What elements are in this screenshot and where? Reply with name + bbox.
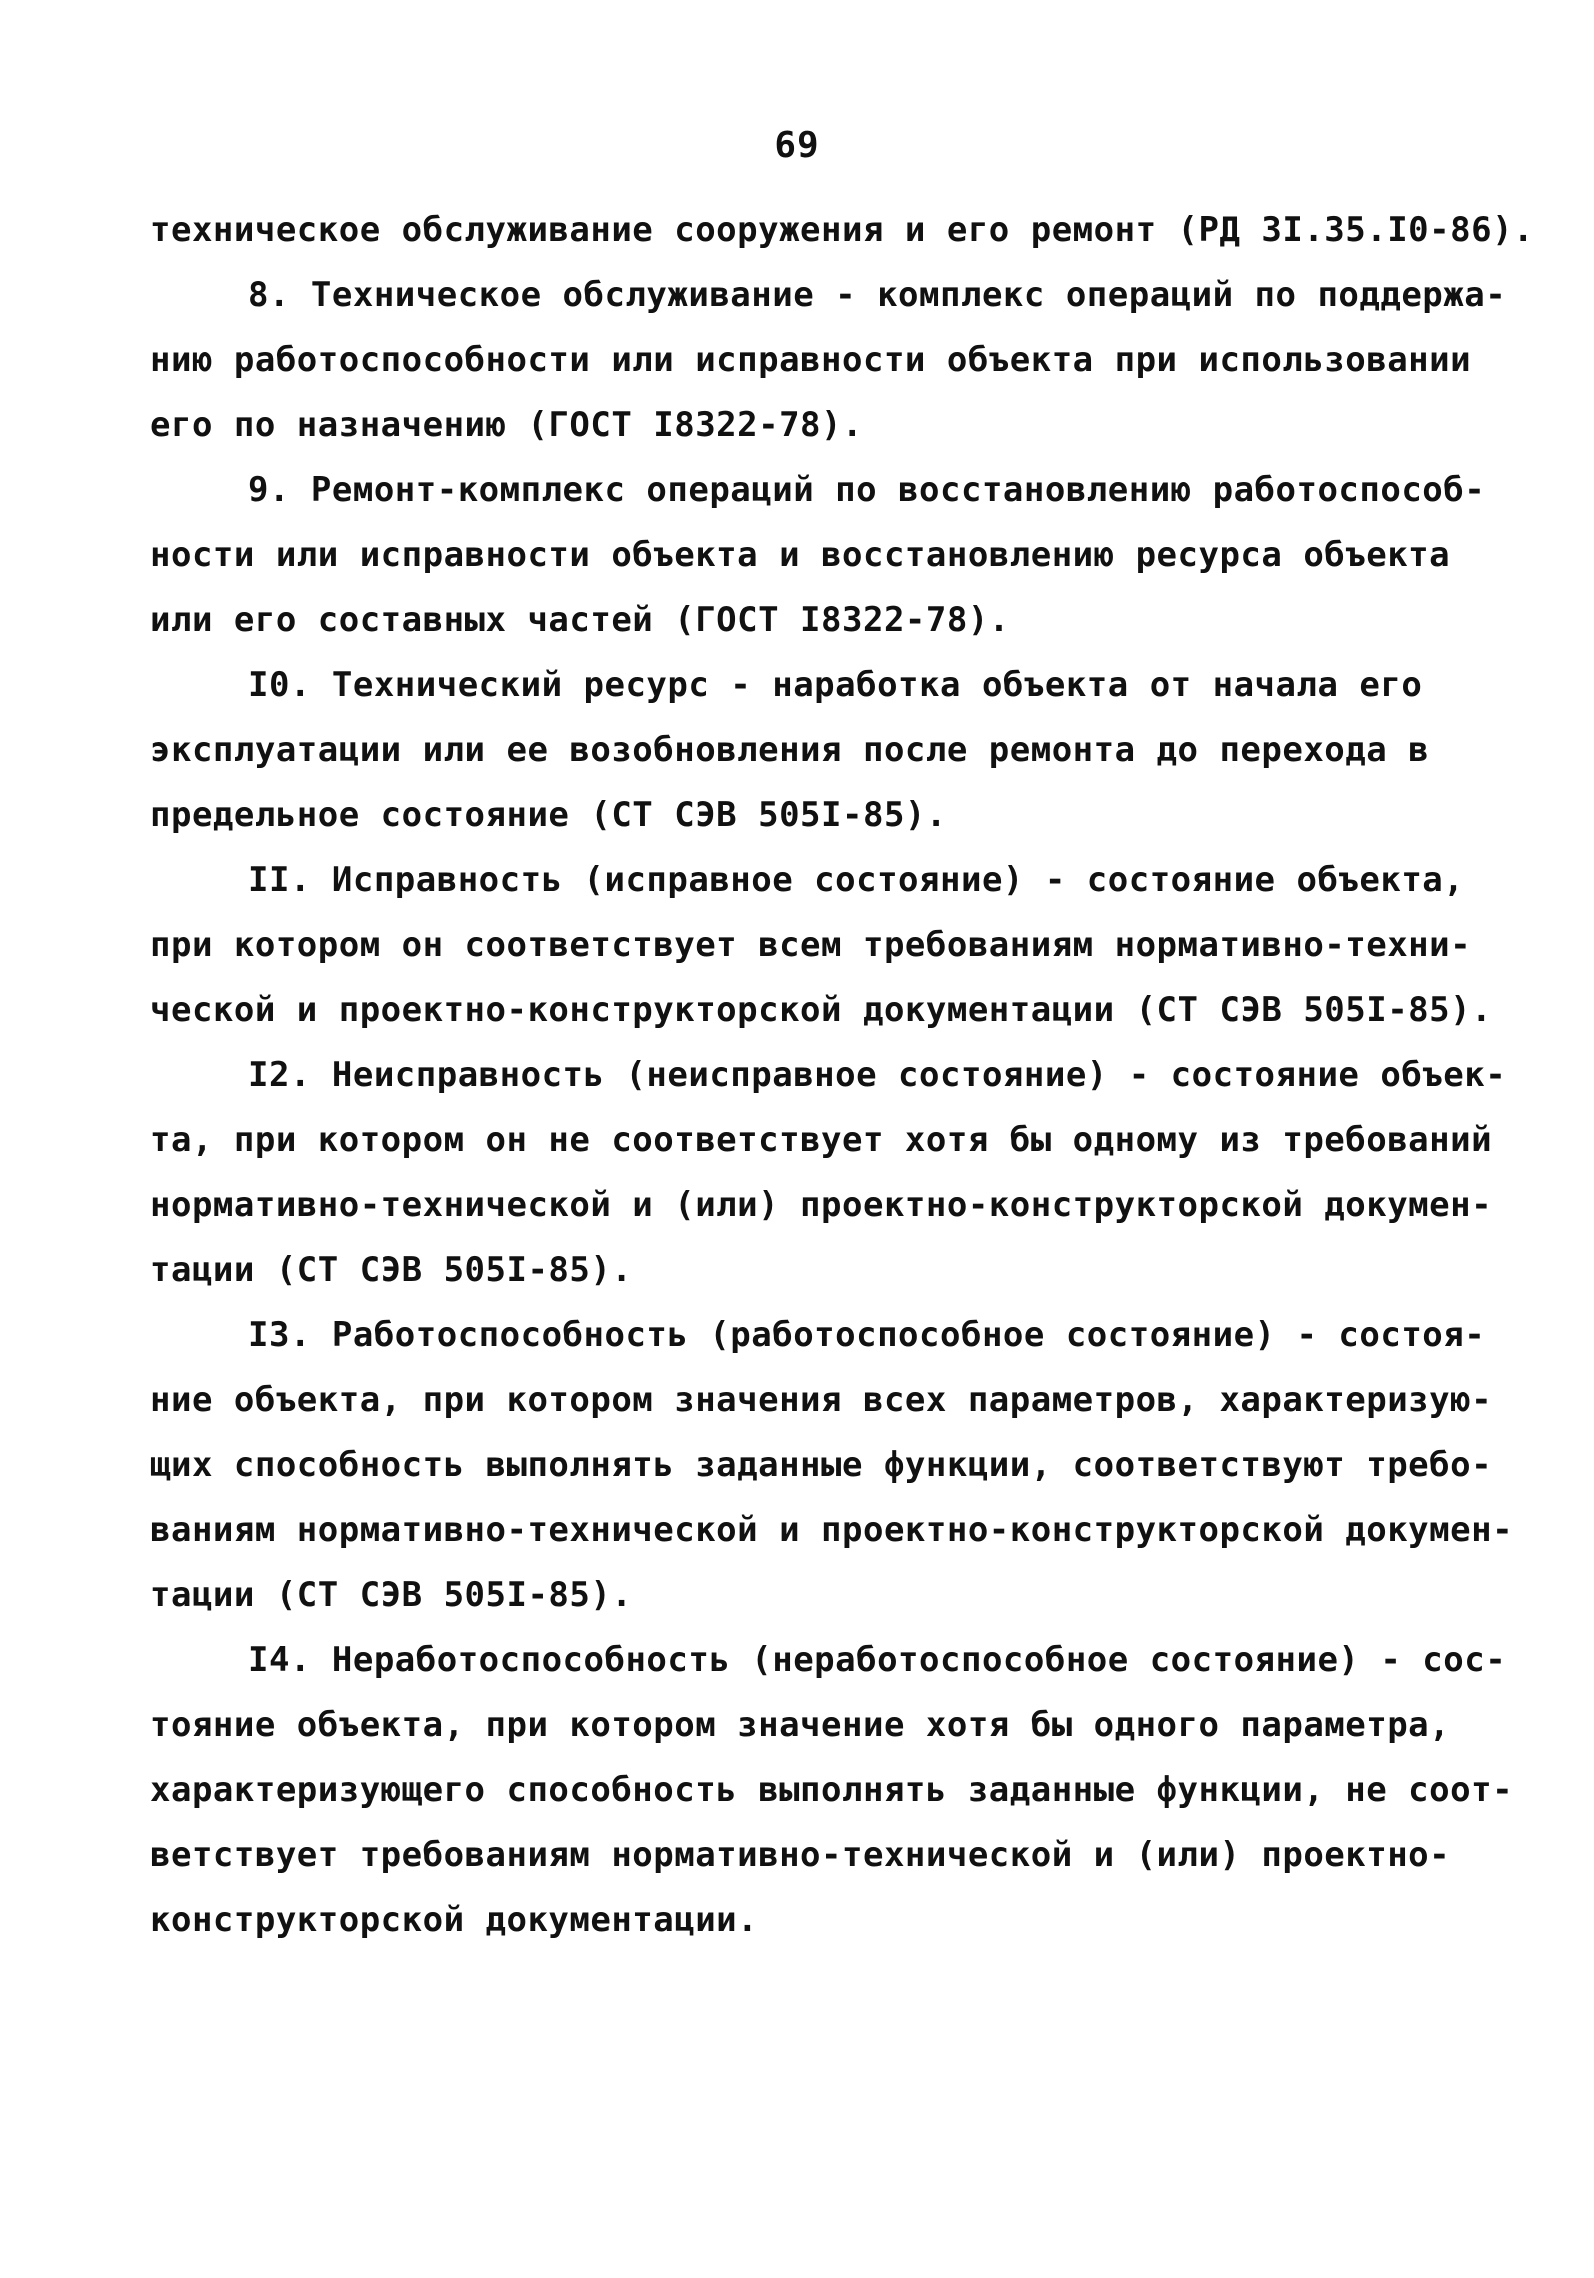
paragraph-line: предельное состояние (СТ СЭВ 505I-85). [150,795,947,835]
paragraph-line: тояние объекта, при котором значение хотя бы одного параметра, [150,1705,1451,1745]
paragraph-line: 9. Ремонт-комплекс операций по восстановлению работоспособ- [248,470,1486,510]
paragraph-line: тации (СТ СЭВ 505I-85). [150,1250,633,1290]
paragraph-line: ние объекта, при котором значения всех параметров, характеризую- [150,1380,1493,1420]
paragraph-line: нию работоспособности или исправности объекта при использовании [150,340,1472,380]
paragraph-line: ческой и проектно-конструкторской документации (СТ СЭВ 505I-85). [150,990,1493,1030]
paragraph-line: конструкторской документации. [150,1900,759,1940]
paragraph-line: характеризующего способность выполнять заданные функции, не соот- [150,1770,1514,1810]
paragraph-line: тации (СТ СЭВ 505I-85). [150,1575,633,1615]
paragraph-line: эксплуатации или ее возобновления после ремонта до перехода в [150,730,1430,770]
paragraph-line: I2. Неисправность (неисправное состояние) - состояние объек- [248,1055,1507,1095]
paragraph-line: его по назначению (ГОСТ I8322-78). [150,405,863,445]
paragraph-line: I3. Работоспособность (работоспособное состояние) - состоя- [248,1315,1486,1355]
paragraph-line: II. Исправность (исправное состояние) - состояние объекта, [248,860,1465,900]
paragraph-line: ности или исправности объекта и восстановлению ресурса объекта [150,535,1451,575]
page-number: 69 [774,125,820,166]
paragraph-line: нормативно-технической и (или) проектно-конструкторской докумен- [150,1185,1493,1225]
paragraph-line: техническое обслуживание сооружения и его ремонт (РД 3I.35.I0-86). [150,210,1535,250]
paragraph-line: ветствует требованиям нормативно-технической и (или) проектно- [150,1835,1451,1875]
paragraph-line: та, при котором он не соответствует хотя бы одному из требований [150,1120,1493,1160]
paragraph-line: ваниям нормативно-технической и проектно-конструкторской докумен- [150,1510,1514,1550]
paragraph-line: I4. Неработоспособность (неработоспособное состояние) - сос- [248,1640,1507,1680]
paragraph-line: I0. Технический ресурс - наработка объекта от начала его [248,665,1423,705]
paragraph-line: или его составных частей (ГОСТ I8322-78). [150,600,1010,640]
paragraph-line: 8. Техническое обслуживание - комплекс операций по поддержа- [248,275,1507,315]
paragraph-line: щих способность выполнять заданные функции, соответствуют требо- [150,1445,1493,1485]
paragraph-line: при котором он соответствует всем требованиям нормативно-техни- [150,925,1472,965]
